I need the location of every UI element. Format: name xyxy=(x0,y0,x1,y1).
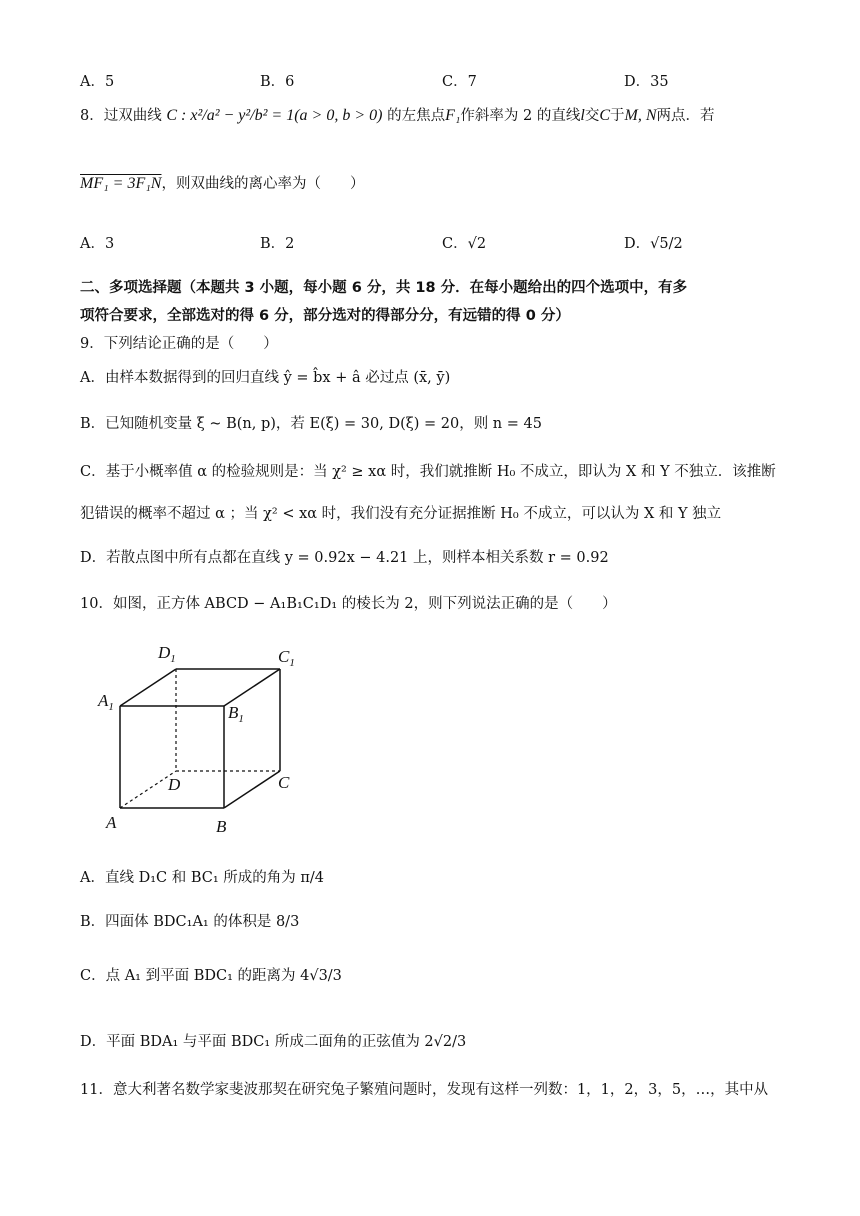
q9-option-a: A．由样本数据得到的回归直线 ŷ = b̂x + â 必过点 (x̄, ȳ) xyxy=(80,370,451,386)
label-a1: $A_1$ xyxy=(98,691,114,713)
q8-option-b: B．2 xyxy=(260,236,295,252)
q9-option-b: B．已知随机变量 ξ ~ B(n, p)，若 E(ξ) = 30, D(ξ) = 20，则 n = 45 xyxy=(80,416,542,432)
q7-option-b: B．6 xyxy=(260,74,295,90)
q11-stem: 11．意大利著名数学家斐波那契在研究兔子繁殖问题时，发现有这样一列数：1，1，2，3，5，…，其中从 xyxy=(80,1082,769,1098)
q10-option-d: D．平面 BDA₁ 与平面 BDC₁ 所成二面角的正弦值为 2√2/3 xyxy=(80,1034,467,1050)
q10-stem: 10．如图，正方体 ABCD − A₁B₁C₁D₁ 的棱长为 2，则下列说法正确的是（ ） xyxy=(80,596,617,612)
section2-heading-line2: 项符合要求，全部选对的得 6 分，部分选对的得部分分，有远错的得 0 分） xyxy=(80,308,570,324)
q8-option-c: C．√2 xyxy=(442,236,487,252)
q9-option-c-line1: C．基于小概率值 α 的检验规则是：当 χ² ≥ xα 时，我们就推断 H₀ 不成立，即认为 X 和 Y 不独立．该推断 xyxy=(80,464,776,480)
section2-heading-line1: 二、多项选择题（本题共 3 小题，每小题 6 分，共 18 分．在每小题给出的四个选项中，有多 xyxy=(80,280,688,296)
q8-stem-line1: 8．过双曲线 C : x²/a² − y²/b² = 1(a > 0, b > 0) 的左焦点F₁作斜率为 2 的直线l交C于M, N两点．若 xyxy=(80,107,715,124)
q8-equation: C : x²/a² − y²/b² = 1(a > 0, b > 0) xyxy=(166,107,383,124)
q9-option-c-line2: 犯错误的概率不超过 α ；当 χ² < xα 时，我们没有充分证据推断 H₀ 不成立，可以认为 X 和 Y 独立 xyxy=(80,506,722,522)
q8-vector-equation: MF₁ = 3F₁N xyxy=(80,175,162,192)
q8-stem-line2: MF₁ = 3F₁N，则双曲线的离心率为（ ） xyxy=(80,175,365,192)
q7-option-d: D．35 xyxy=(624,74,669,90)
label-a: A xyxy=(106,813,117,832)
label-c: C xyxy=(278,773,290,792)
label-d: D xyxy=(168,775,181,794)
q9-stem: 9．下列结论正确的是（ ） xyxy=(80,336,278,352)
q10-option-b: B．四面体 BDC₁A₁ 的体积是 8/3 xyxy=(80,914,300,930)
q7-option-a: A．5 xyxy=(80,74,115,90)
q10-option-c: C．点 A₁ 到平面 BDC₁ 的距离为 4√3/3 xyxy=(80,968,342,984)
q7-option-c: C．7 xyxy=(442,74,477,90)
label-d1: $D_1$ xyxy=(158,643,176,665)
q9-option-d: D．若散点图中所有点都在直线 y = 0.92x − 4.21 上，则样本相关系数 r = 0.92 xyxy=(80,550,609,566)
label-b1: $B_1$ xyxy=(228,703,244,725)
label-b: B xyxy=(216,817,227,836)
q8-option-a: A．3 xyxy=(80,236,115,252)
q10-option-a: A．直线 D₁C 和 BC₁ 所成的角为 π/4 xyxy=(80,870,325,886)
label-c1: $C_1$ xyxy=(278,647,295,669)
cube-figure xyxy=(90,636,320,846)
q8-option-d: D．√5/2 xyxy=(624,236,683,252)
